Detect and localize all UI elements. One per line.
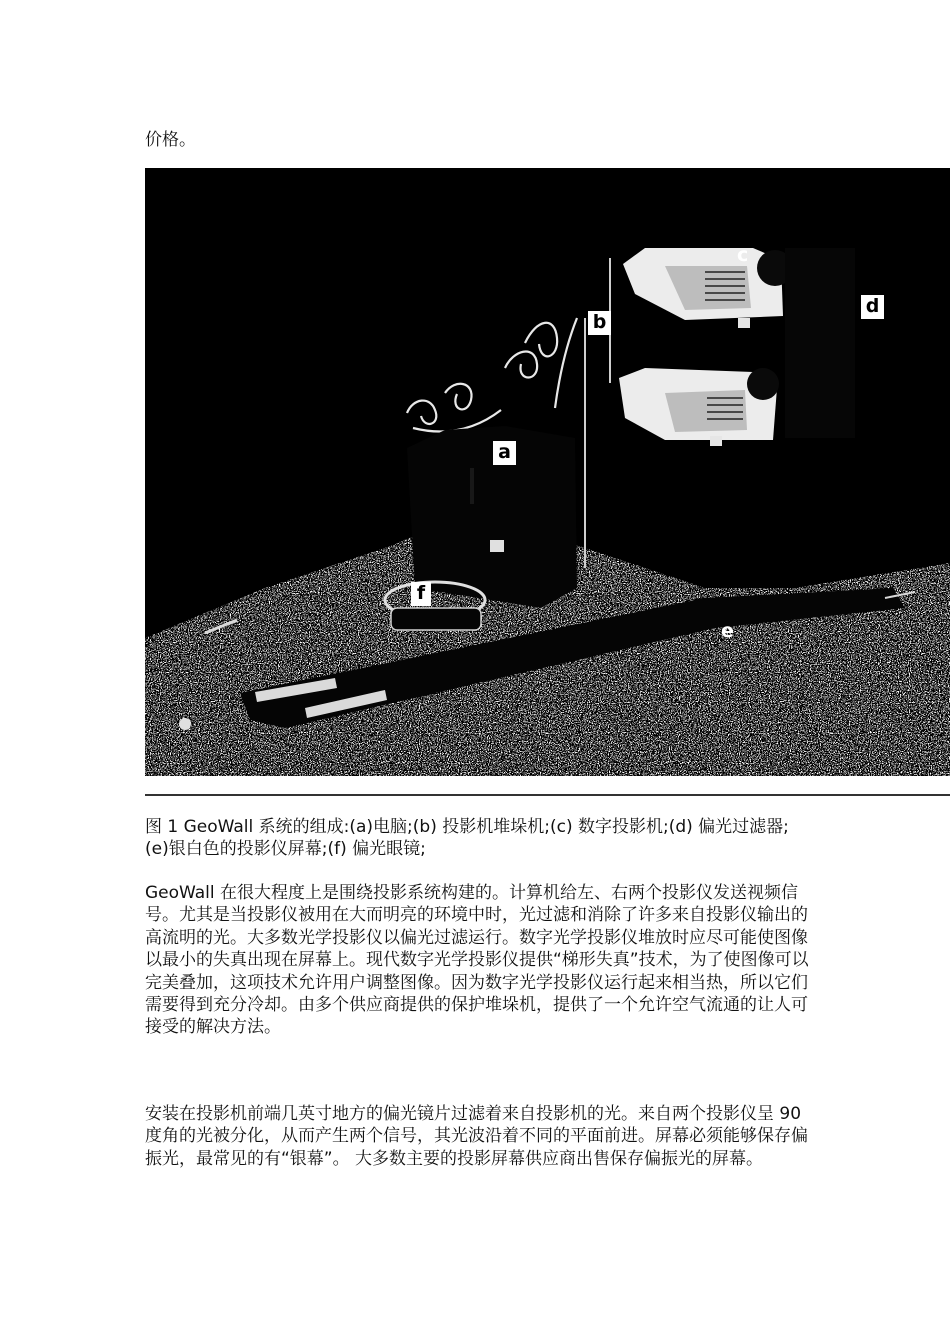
label-d: d [861, 295, 884, 319]
label-f: f [411, 582, 431, 606]
lead-text: 价格。 [145, 130, 196, 150]
photo-illustration [145, 168, 950, 776]
figure-divider [145, 794, 950, 796]
polarizing-filter [785, 248, 855, 438]
paragraph-2: 安装在投影机前端几英寸地方的偏光镜片过滤着来自投影机的光。来自两个投影仪呈 90 度角的光被分化，从而产生两个信号，其光波沿着不同的平面前进。屏幕必须能够保存偏振光，最常见的有“银幕”。 大多数主要的投影屏幕供应商出售保存偏振光的屏幕。 [145, 1104, 808, 1169]
figure-caption: 图 1 GeoWall 系统的组成:(a)电脑;(b) 投影机堆垛机;(c) 数字投影机;(d) 偏光过滤器;(e)银白色的投影仪屏幕;(f) 偏光眼镜; [145, 817, 789, 860]
label-c: c [737, 244, 749, 266]
figure-photo [145, 168, 950, 776]
label-e: e [721, 620, 734, 642]
paragraph-1: GeoWall 在很大程度上是围绕投影系统构建的。计算机给左、右两个投影仪发送视频信号。尤其是当投影仪被用在大而明亮的环境中时，光过滤和消除了许多来自投影仪输出的高流明的光。大多数光学投影仪以偏光过滤运行。数字光学投影仪堆放时应尽可能使图像以最小的失真出现在屏幕上。现代数字光学投影仪提供“梯形失真”技术，为了使图像可以完美叠加，这项技术允许用户调整图像。因为数字光学投影仪运行起来相当热，所以它们需要得到充分冷却。由多个供应商提供的保护堆垛机，提供了一个允许空气流通的让人可接受的解决方法。 [145, 883, 809, 1038]
label-a: a [493, 441, 516, 465]
label-b: b [588, 311, 611, 335]
